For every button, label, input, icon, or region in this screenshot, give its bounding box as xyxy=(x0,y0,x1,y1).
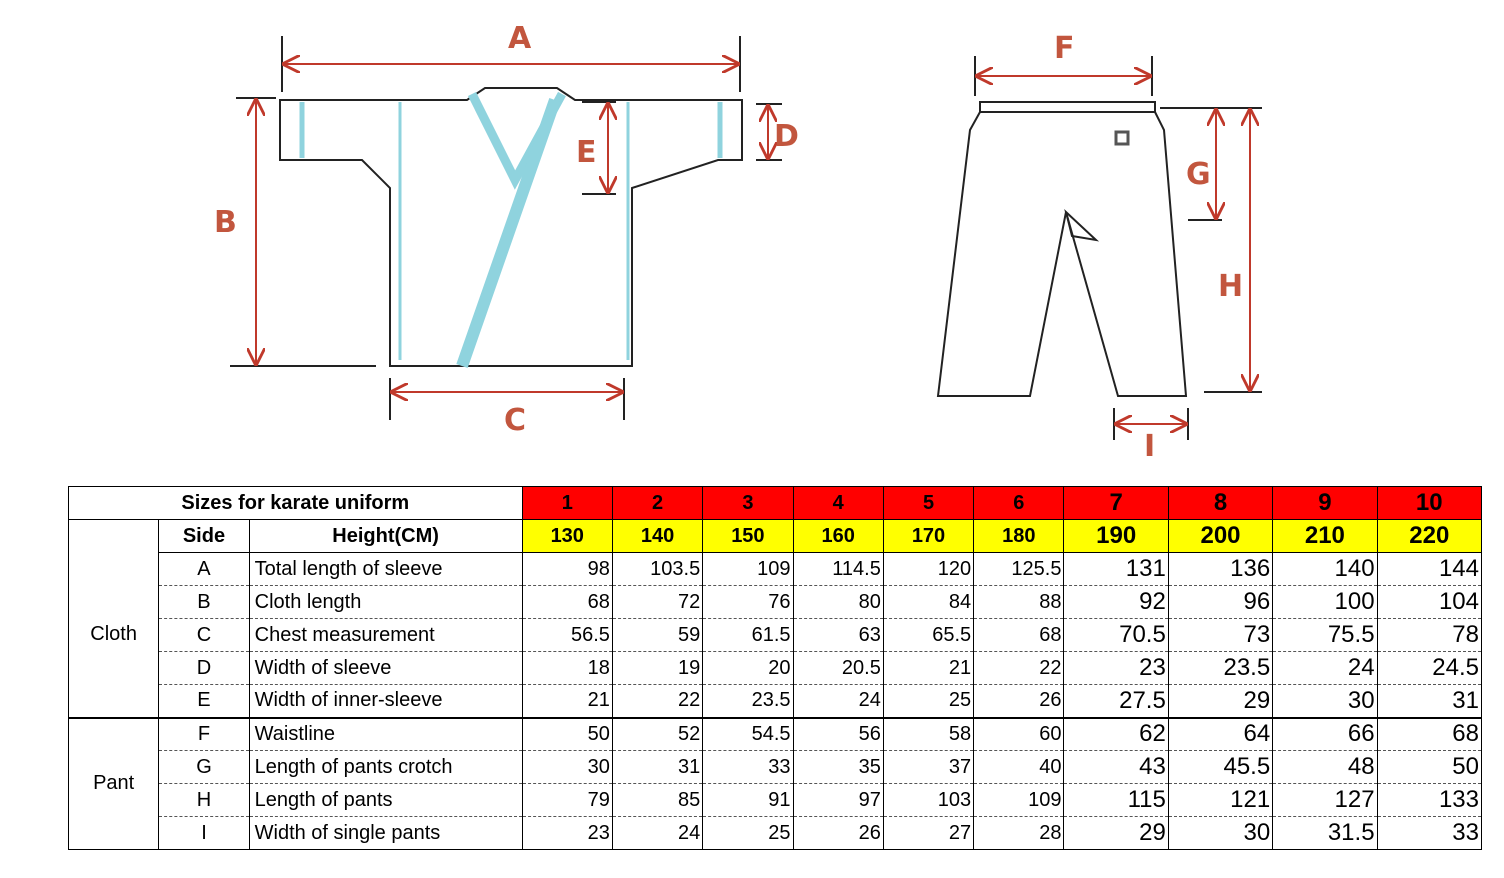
size-9: 9 xyxy=(1273,487,1377,520)
jacket-drawing xyxy=(280,88,742,366)
table-row xyxy=(69,718,1482,751)
value-cell: 98 xyxy=(522,553,612,586)
value-cell: 103.5 xyxy=(612,553,702,586)
value-cell: 88 xyxy=(974,586,1064,619)
value-cell: 133 xyxy=(1377,784,1481,817)
measurement-label: Length of pants crotch xyxy=(249,751,522,784)
label-c: C xyxy=(504,403,527,438)
value-cell: 29 xyxy=(1064,817,1168,850)
value-cell: 24 xyxy=(793,685,883,718)
size-3: 3 xyxy=(703,487,793,520)
height-220: 220 xyxy=(1377,520,1481,553)
value-cell: 78 xyxy=(1377,619,1481,652)
value-cell: 23 xyxy=(1064,652,1168,685)
value-cell: 20.5 xyxy=(793,652,883,685)
value-cell: 33 xyxy=(1377,817,1481,850)
value-cell: 21 xyxy=(522,685,612,718)
value-cell: 85 xyxy=(612,784,702,817)
label-f: F xyxy=(1054,31,1075,66)
value-cell: 131 xyxy=(1064,553,1168,586)
table-row xyxy=(69,751,1482,784)
value-cell: 52 xyxy=(612,718,702,751)
value-cell: 19 xyxy=(612,652,702,685)
label-h: H xyxy=(1218,269,1244,304)
measurement-letter: A xyxy=(159,553,249,586)
value-cell: 91 xyxy=(703,784,793,817)
table-row xyxy=(69,619,1482,652)
measurement-letter: D xyxy=(159,652,249,685)
size-6: 6 xyxy=(974,487,1064,520)
value-cell: 114.5 xyxy=(793,553,883,586)
value-cell: 140 xyxy=(1273,553,1377,586)
height-200: 200 xyxy=(1168,520,1272,553)
measurement-label: Cloth length xyxy=(249,586,522,619)
value-cell: 120 xyxy=(883,553,973,586)
measurement-letter: B xyxy=(159,586,249,619)
label-d: D xyxy=(774,119,799,154)
value-cell: 97 xyxy=(793,784,883,817)
value-cell: 80 xyxy=(793,586,883,619)
value-cell: 84 xyxy=(883,586,973,619)
value-cell: 68 xyxy=(522,586,612,619)
label-i: I xyxy=(1144,429,1156,464)
value-cell: 22 xyxy=(974,652,1064,685)
value-cell: 20 xyxy=(703,652,793,685)
value-cell: 40 xyxy=(974,751,1064,784)
value-cell: 24 xyxy=(1273,652,1377,685)
value-cell: 29 xyxy=(1168,685,1272,718)
value-cell: 66 xyxy=(1273,718,1377,751)
label-e: E xyxy=(576,135,597,170)
value-cell: 30 xyxy=(1168,817,1272,850)
table-row xyxy=(69,784,1482,817)
value-cell: 109 xyxy=(974,784,1064,817)
measurement-label: Width of single pants xyxy=(249,817,522,850)
height-160: 160 xyxy=(793,520,883,553)
dimension-arrows xyxy=(230,36,1262,440)
value-cell: 25 xyxy=(703,817,793,850)
value-cell: 56 xyxy=(793,718,883,751)
value-cell: 104 xyxy=(1377,586,1481,619)
value-cell: 68 xyxy=(974,619,1064,652)
value-cell: 23.5 xyxy=(1168,652,1272,685)
value-cell: 62 xyxy=(1064,718,1168,751)
group-pant: Pant xyxy=(69,718,159,850)
measurement-label: Waistline xyxy=(249,718,522,751)
value-cell: 18 xyxy=(522,652,612,685)
value-cell: 92 xyxy=(1064,586,1168,619)
value-cell: 73 xyxy=(1168,619,1272,652)
size-10: 10 xyxy=(1377,487,1481,520)
value-cell: 76 xyxy=(703,586,793,619)
height-210: 210 xyxy=(1273,520,1377,553)
size-1: 1 xyxy=(522,487,612,520)
measurement-letter: E xyxy=(159,685,249,718)
value-cell: 109 xyxy=(703,553,793,586)
measurement-label: Width of inner-sleeve xyxy=(249,685,522,718)
value-cell: 27 xyxy=(883,817,973,850)
value-cell: 23 xyxy=(522,817,612,850)
value-cell: 127 xyxy=(1273,784,1377,817)
height-130: 130 xyxy=(522,520,612,553)
label-b: B xyxy=(214,205,237,240)
title-row xyxy=(69,487,1482,520)
height-140: 140 xyxy=(612,520,702,553)
size-table xyxy=(68,486,1482,850)
value-cell: 68 xyxy=(1377,718,1481,751)
value-cell: 31 xyxy=(612,751,702,784)
value-cell: 23.5 xyxy=(703,685,793,718)
value-cell: 48 xyxy=(1273,751,1377,784)
value-cell: 75.5 xyxy=(1273,619,1377,652)
size-2: 2 xyxy=(612,487,702,520)
measurement-letter: F xyxy=(159,718,249,751)
measurement-label: Length of pants xyxy=(249,784,522,817)
value-cell: 21 xyxy=(883,652,973,685)
value-cell: 31 xyxy=(1377,685,1481,718)
height-170: 170 xyxy=(883,520,973,553)
value-cell: 26 xyxy=(793,817,883,850)
value-cell: 60 xyxy=(974,718,1064,751)
value-cell: 144 xyxy=(1377,553,1481,586)
value-cell: 125.5 xyxy=(974,553,1064,586)
size-8: 8 xyxy=(1168,487,1272,520)
value-cell: 61.5 xyxy=(703,619,793,652)
value-cell: 28 xyxy=(974,817,1064,850)
measurement-letter: H xyxy=(159,784,249,817)
value-cell: 54.5 xyxy=(703,718,793,751)
group-cloth: Cloth xyxy=(69,553,159,718)
height-180: 180 xyxy=(974,520,1064,553)
value-cell: 45.5 xyxy=(1168,751,1272,784)
value-cell: 56.5 xyxy=(522,619,612,652)
value-cell: 64 xyxy=(1168,718,1272,751)
height-header: Height(CM) xyxy=(249,520,522,553)
value-cell: 103 xyxy=(883,784,973,817)
measurement-label: Width of sleeve xyxy=(249,652,522,685)
side-header: Side xyxy=(159,520,249,553)
size-4: 4 xyxy=(793,487,883,520)
value-cell: 31.5 xyxy=(1273,817,1377,850)
value-cell: 37 xyxy=(883,751,973,784)
value-cell: 70.5 xyxy=(1064,619,1168,652)
value-cell: 43 xyxy=(1064,751,1168,784)
value-cell: 25 xyxy=(883,685,973,718)
table-row xyxy=(69,652,1482,685)
value-cell: 33 xyxy=(703,751,793,784)
value-cell: 30 xyxy=(522,751,612,784)
value-cell: 115 xyxy=(1064,784,1168,817)
table-row xyxy=(69,817,1482,850)
value-cell: 59 xyxy=(612,619,702,652)
height-150: 150 xyxy=(703,520,793,553)
table-body xyxy=(69,487,1482,850)
size-7: 7 xyxy=(1064,487,1168,520)
value-cell: 100 xyxy=(1273,586,1377,619)
measurement-label: Chest measurement xyxy=(249,619,522,652)
value-cell: 58 xyxy=(883,718,973,751)
measurement-letter: G xyxy=(159,751,249,784)
value-cell: 72 xyxy=(612,586,702,619)
value-cell: 35 xyxy=(793,751,883,784)
value-cell: 24 xyxy=(612,817,702,850)
table-title: Sizes for karate uniform xyxy=(69,487,523,520)
value-cell: 22 xyxy=(612,685,702,718)
height-row xyxy=(69,520,1482,553)
measurement-letter: I xyxy=(159,817,249,850)
size-5: 5 xyxy=(883,487,973,520)
value-cell: 24.5 xyxy=(1377,652,1481,685)
measurement-label: Total length of sleeve xyxy=(249,553,522,586)
value-cell: 65.5 xyxy=(883,619,973,652)
measurement-letter: C xyxy=(159,619,249,652)
value-cell: 121 xyxy=(1168,784,1272,817)
value-cell: 136 xyxy=(1168,553,1272,586)
table-row xyxy=(69,553,1482,586)
label-a: A xyxy=(508,21,532,56)
value-cell: 26 xyxy=(974,685,1064,718)
value-cell: 50 xyxy=(522,718,612,751)
value-cell: 96 xyxy=(1168,586,1272,619)
value-cell: 27.5 xyxy=(1064,685,1168,718)
table-row xyxy=(69,685,1482,718)
label-g: G xyxy=(1186,157,1211,192)
value-cell: 79 xyxy=(522,784,612,817)
table-row xyxy=(69,586,1482,619)
value-cell: 63 xyxy=(793,619,883,652)
header-spacer xyxy=(69,520,159,553)
value-cell: 30 xyxy=(1273,685,1377,718)
value-cell: 50 xyxy=(1377,751,1481,784)
height-190: 190 xyxy=(1064,520,1168,553)
pants-drawing xyxy=(938,102,1186,396)
